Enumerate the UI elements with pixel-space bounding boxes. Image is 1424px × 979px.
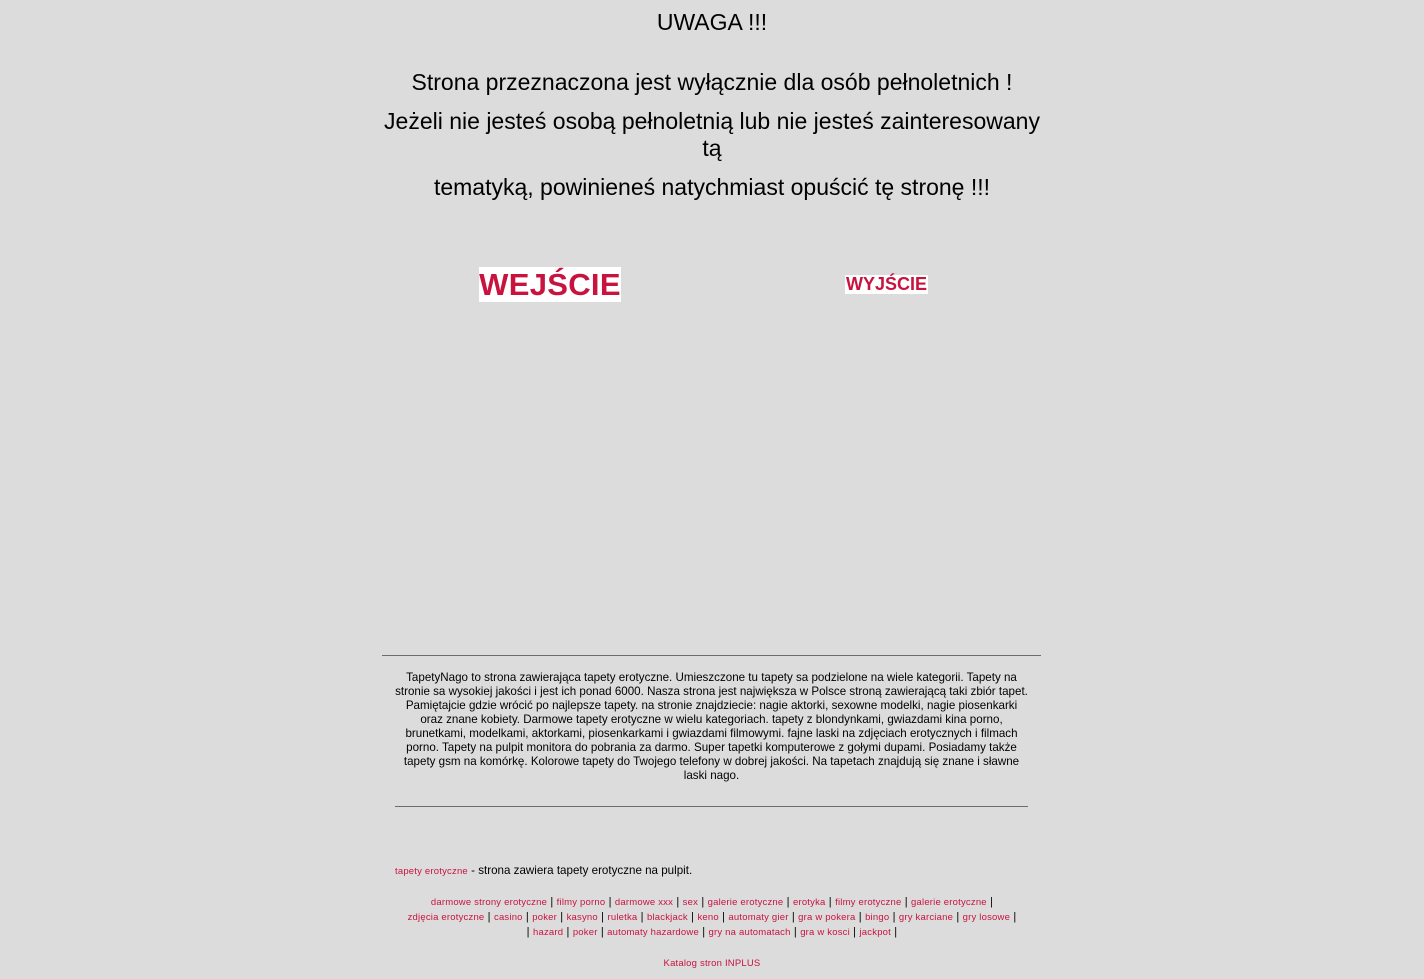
link-separator: |	[597, 911, 608, 923]
link-separator: |	[547, 896, 557, 908]
directory-link[interactable]: automaty gier	[728, 912, 789, 923]
link-separator: |	[637, 911, 647, 923]
link-separator: |	[673, 896, 683, 908]
link-separator: |	[526, 926, 533, 938]
link-separator: |	[687, 911, 698, 923]
link-separator: |	[698, 896, 708, 908]
directory-link[interactable]: filmy porno	[556, 897, 606, 908]
directory-link[interactable]: kasyno	[566, 912, 598, 923]
directory-link[interactable]: sex	[682, 897, 699, 908]
divider-bottom	[395, 806, 1028, 807]
directory-link[interactable]: gra w kosci	[800, 927, 850, 938]
directory-link[interactable]: hazard	[532, 927, 564, 938]
directory-link[interactable]: poker	[532, 912, 558, 923]
site-description: TapetyNago to strona zawierająca tapety erotyczne. Umieszczone tu tapety sa podzielone na wiele kategorii. Tapety na stronie sa wysokiej jakości i jest ich ponad 6000. Nasza strona jest największa w Polsce stroną zawierającą taki zbiór tapet. Pamiętajcie gdzie wrócić po najlepsze tapety. na stronie znajdziecie: nagie aktorki, sexowne modelki, nagie piosenkarki oraz znane kobiety. Darmowe tapety erotyczne w wielu kategoriach. tapety z blondynkami, gwiazdami kina porno, brunetkami, modelkami, aktorkami, piosenkarkami i gwiazdami filmowymi. fajne laski na zdjęciach erotycznych i filmach porno. Tapety na pulpit monitora do pobrania za darmo. Super tapetki komputerowe z gołymi dupami. Posiadamy także tapety gsm na komórkę. Kolorowe tapety do Twojego telefony w dobrej jakości. Na tapetach znajdują się znane i sławne laski nago.	[395, 671, 1028, 782]
link-separator: |	[790, 926, 801, 938]
directory-link[interactable]: galerie erotyczne	[707, 897, 784, 908]
enter-button[interactable]: WEJŚCIE	[479, 267, 621, 302]
warning-title: UWAGA !!!	[656, 9, 768, 35]
divider-top	[382, 655, 1041, 656]
link-separator: |	[825, 896, 836, 908]
directory-link[interactable]: gry losowe	[962, 912, 1011, 923]
directory-link[interactable]: ruletka	[607, 912, 638, 923]
link-separator: |	[783, 896, 793, 908]
link-separator: |	[557, 911, 567, 923]
link-separator: |	[855, 911, 866, 923]
directory-link[interactable]: erotyka	[792, 897, 826, 908]
link-separator: |	[563, 926, 573, 938]
link-separator: |	[891, 926, 898, 938]
link-separator: |	[698, 926, 709, 938]
directory-link[interactable]: filmy erotyczne	[835, 897, 902, 908]
link-separator: |	[522, 911, 533, 923]
directory-link[interactable]: keno	[697, 912, 719, 923]
link-separator: |	[889, 911, 899, 923]
directory-link[interactable]: galerie erotyczne	[911, 897, 987, 908]
tagline	[395, 864, 1035, 879]
link-separator: |	[718, 911, 729, 923]
directory-link[interactable]: gry na automatach	[708, 927, 791, 938]
warning-line-not-adult: Jeżeli nie jesteś osobą pełnoletnią lub nie jesteś zainteresowany tą	[384, 108, 1040, 161]
directory-link[interactable]: jackpot	[859, 927, 892, 938]
link-separator: |	[597, 926, 608, 938]
link-separator: |	[1010, 911, 1017, 923]
directory-link[interactable]: blackjack	[646, 912, 688, 923]
tagline-link[interactable]: tapety erotyczne	[395, 866, 468, 877]
directory-link[interactable]: gry karciane	[898, 912, 954, 923]
link-separator: |	[849, 926, 860, 938]
link-separator: |	[901, 896, 912, 908]
warning-line-adults-only: Strona przeznaczona jest wyłącznie dla osób pełnoletnich !	[411, 69, 1013, 95]
footer-catalog-link[interactable]: Katalog stron INPLUS	[663, 958, 761, 969]
footer	[0, 958, 1424, 970]
link-directory	[392, 895, 1032, 940]
link-separator: |	[986, 896, 994, 908]
link-separator: |	[953, 911, 963, 923]
directory-link[interactable]: zdjęcia erotyczne	[407, 912, 485, 923]
directory-link[interactable]: gra w pokera	[798, 912, 856, 923]
link-separator: |	[605, 896, 615, 908]
directory-link[interactable]: casino	[494, 912, 523, 923]
link-separator: |	[788, 911, 799, 923]
link-separator: |	[484, 911, 494, 923]
directory-link[interactable]: automaty hazardowe	[607, 927, 699, 938]
warning-line-leave-now: tematyką, powinieneś natychmiast opuścić tę stronę !!!	[433, 174, 991, 200]
directory-link[interactable]: darmowe strony erotyczne	[430, 897, 548, 908]
directory-link[interactable]: bingo	[865, 912, 890, 923]
exit-button[interactable]: WYJŚCIE	[845, 274, 928, 294]
tagline-text: - strona zawiera tapety erotyczne na pulpit.	[467, 864, 693, 877]
directory-link[interactable]: darmowe xxx	[614, 897, 674, 908]
directory-link[interactable]: poker	[572, 927, 598, 938]
